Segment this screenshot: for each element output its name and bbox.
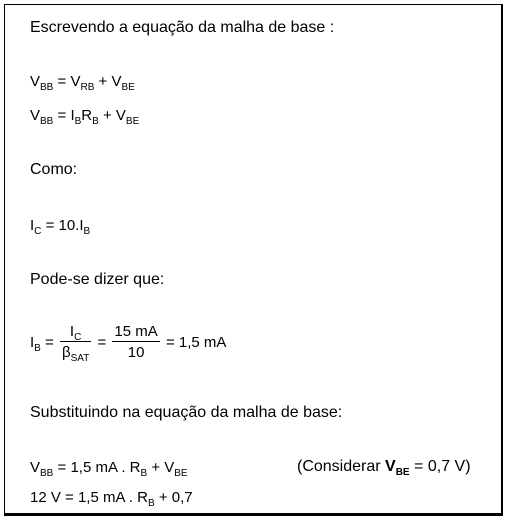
subst-text: Substituindo na equação da malha de base: bbox=[30, 404, 343, 421]
equation-2: $V_{BB} = I_BR_B + V_{BE}$ bbox=[30, 107, 140, 127]
equation-6: 12 V = 1,5 mA . $R_B + 0,7$ bbox=[30, 489, 193, 509]
consider-note: (Considerar $V_{BE} = 0,7$ V) bbox=[297, 458, 471, 478]
fraction-value: $\frac{15 mA}{10}$ bbox=[114, 323, 158, 361]
como-text: Como: bbox=[30, 161, 78, 178]
fraction-ic-beta: $\frac{I_C}{\beta_{SAT}}$ bbox=[61, 323, 90, 364]
equation-3: $I_C = 10.I_B$ bbox=[30, 217, 91, 237]
intro-text: Escrevendo a equação da malha de base : bbox=[30, 19, 335, 36]
equation-4: $I_B$ = $\frac{I_C}{\beta_{SAT}}$ = $\frac{15 mA}{10}$ = 1,5 mA bbox=[30, 323, 227, 364]
pode-text: Pode-se dizer que: bbox=[30, 271, 165, 288]
equation-5: $V_{BB} = 1,5$ mA . $R_B + V_{BE}$ bbox=[30, 459, 188, 479]
equation-1: $V_{BB} = V_{RB} + V_{BE}$ bbox=[30, 73, 135, 93]
